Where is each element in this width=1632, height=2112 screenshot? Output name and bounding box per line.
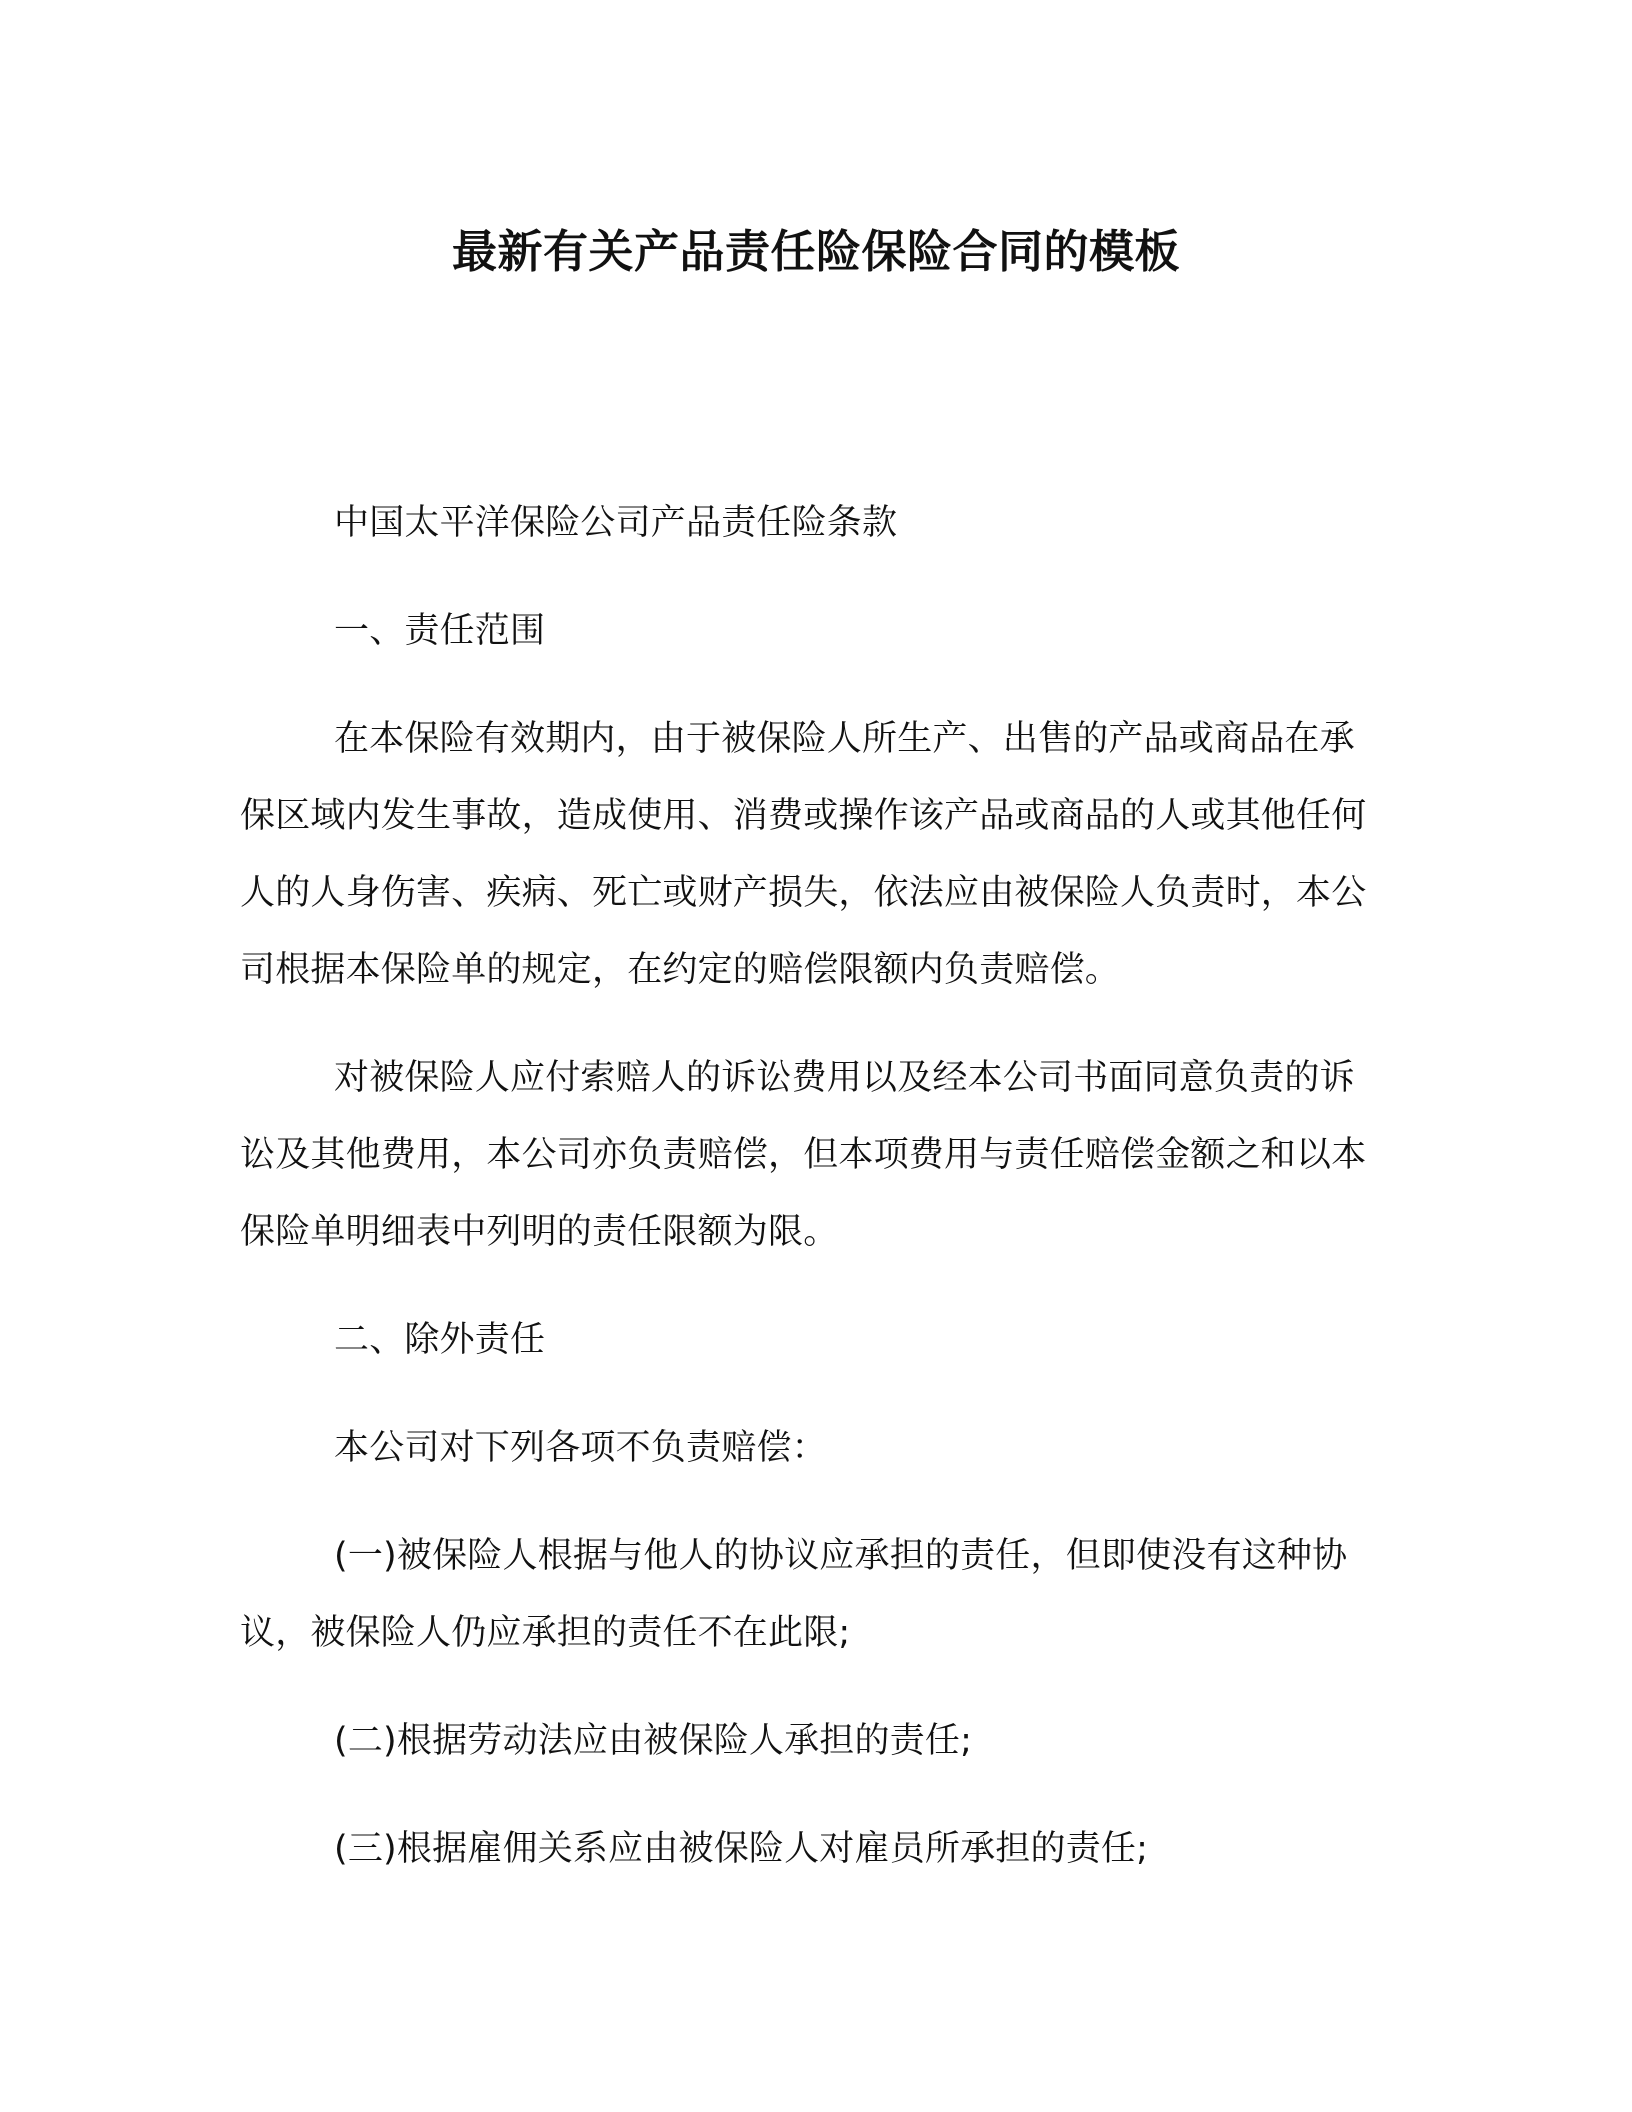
- exclusion-item-2: (二)根据劳动法应由被保险人承担的责任;: [334, 1721, 973, 1761]
- exclusion-item-3: (三)根据雇佣关系应由被保险人对雇员所承担的责任;: [334, 1829, 1149, 1869]
- paragraph-exclusions-intro: 本公司对下列各项不负责赔偿：: [334, 1428, 827, 1468]
- section-heading-exclusions: 二、除外责任: [334, 1320, 546, 1360]
- document-title: 最新有关产品责任险保险合同的模板: [451, 225, 1180, 278]
- paragraph-scope-2: 对被保险人应付索赔人的诉讼费用以及经本公司书面同意负责的诉讼及其他费用，本公司亦负责赔偿，但本项费用与责任赔偿金额之和以本保险单明细表中列明的责任限额为限。: [240, 1058, 1367, 1252]
- paragraph-scope-1: 在本保险有效期内，由于被保险人所生产、出售的产品或商品在承保区域内发生事故，造成使用、消费或操作该产品或商品的人或其他任何人的人身伤害、疾病、死亡或财产损失，依法应由被保险人负责时，本公司根据本保险单的规定，在约定的赔偿限额内负责赔偿。: [240, 719, 1367, 990]
- exclusion-item-1: (一)被保险人根据与他人的协议应承担的责任，但即使没有这种协议，被保险人仍应承担的责任不在此限;: [240, 1536, 1348, 1653]
- section-heading-scope: 一、责任范围: [334, 611, 546, 651]
- clause-heading: 中国太平洋保险公司产品责任险条款: [334, 503, 898, 543]
- document-body: [240, 485, 1378, 1919]
